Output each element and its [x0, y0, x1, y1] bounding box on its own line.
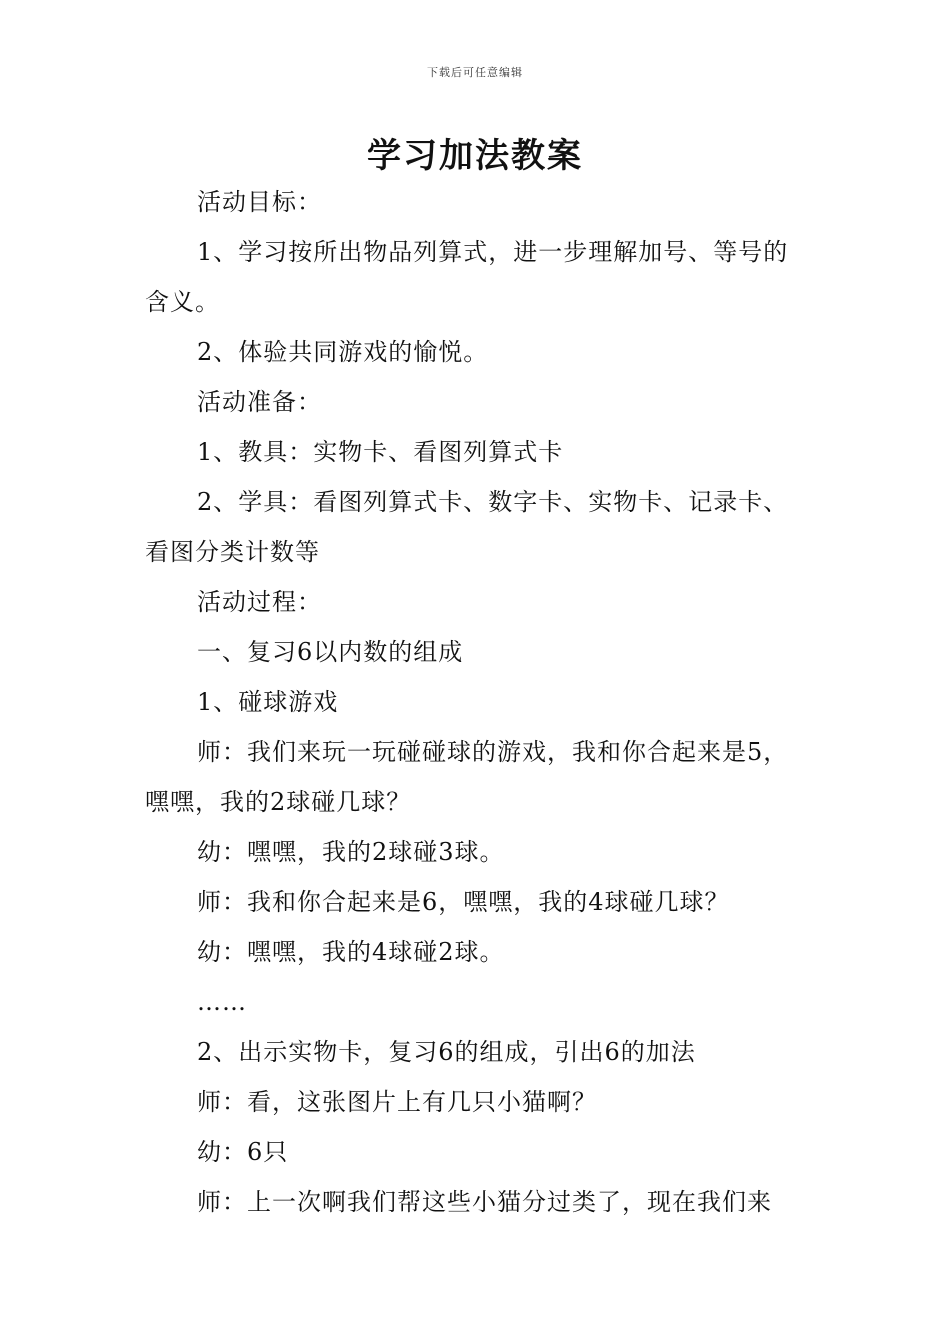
paragraph: 2、体验共同游戏的愉悦。: [197, 338, 489, 366]
paragraph: 幼：嘿嘿，我的4球碰2球。: [197, 938, 505, 966]
header-note: 下载后可任意编辑: [427, 66, 523, 79]
paragraph: 幼：6只: [197, 1138, 289, 1166]
paragraph: 师：我们来玩一玩碰碰球的游戏，我和你合起来是5，嘿嘿，我的2球碰几球？: [145, 738, 789, 816]
paragraph: ……: [197, 988, 247, 1016]
paragraph: 活动准备：: [197, 388, 322, 416]
paragraph: 师：看，这张图片上有几只小猫啊？: [197, 1088, 597, 1116]
paragraph: 1、教具：实物卡、看图列算式卡: [197, 438, 564, 466]
paragraph: 一、复习6以内数的组成: [197, 638, 464, 666]
paragraph: 1、学习按所出物品列算式，进一步理解加号、等号的含义。: [145, 238, 789, 316]
paragraph: 幼：嘿嘿，我的2球碰3球。: [197, 838, 505, 866]
paragraph: 2、学具：看图列算式卡、数字卡、实物卡、记录卡、看图分类计数等: [145, 488, 789, 566]
document-title: 学习加法教案: [367, 136, 583, 176]
document-body: [145, 177, 810, 1227]
paragraph: 活动目标：: [197, 188, 322, 216]
paragraph: 师：我和你合起来是6，嘿嘿，我的4球碰几球？: [197, 888, 730, 916]
paragraph: 活动过程：: [197, 588, 322, 616]
paragraph: 1、碰球游戏: [197, 688, 339, 716]
paragraph: 师：上一次啊我们帮这些小猫分过类了，现在我们来: [197, 1188, 772, 1216]
paragraph: 2、出示实物卡，复习6的组成，引出6的加法: [197, 1038, 696, 1066]
